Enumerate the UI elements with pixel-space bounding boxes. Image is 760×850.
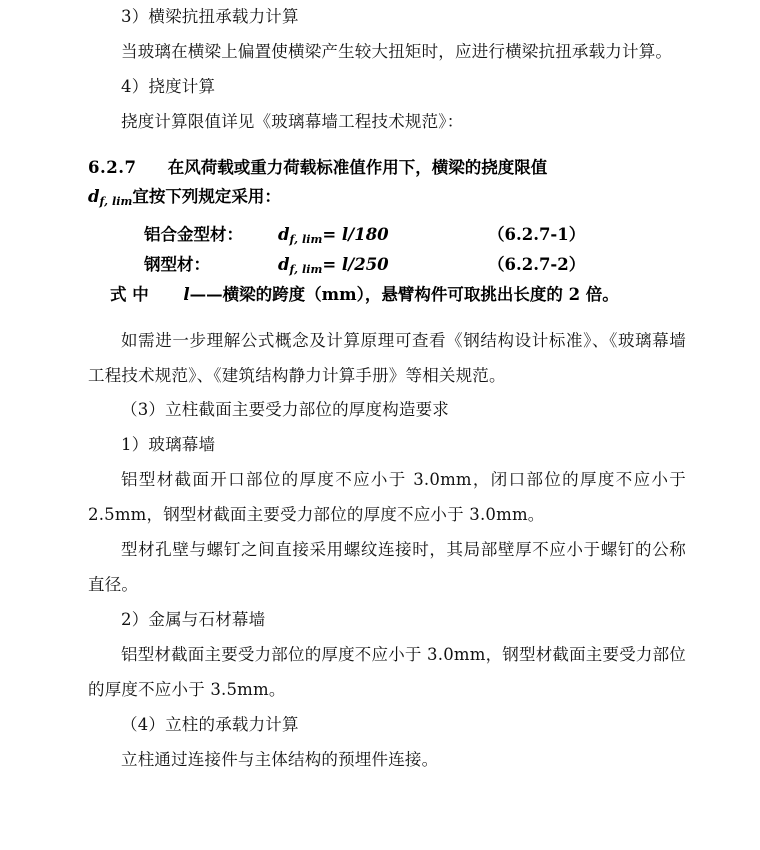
formula-label-steel: 钢型材：	[144, 254, 210, 274]
formula-var-d-subscript: f, lim	[289, 261, 323, 276]
heading-4-column-capacity: （4）立柱的承载力计算	[121, 715, 299, 735]
formula-var-d: d	[278, 224, 290, 244]
heading-4-deflection: 4）挠度计算	[121, 76, 216, 96]
heading-3-transverse-torsion: 3）横梁抗扭承载力计算	[121, 7, 299, 26]
heading-3-column-thickness: （3）立柱截面主要受力部位的厚度构造要求	[121, 400, 449, 420]
clause-line-1-text: 在风荷载或重力荷载标准值作用下，横梁的挠度限值	[167, 157, 548, 177]
formula-notation-note	[88, 280, 686, 310]
paragraph-column-connection: 立柱通过连接件与主体结构的预埋件连接。	[121, 750, 439, 770]
formula-var-d: d	[278, 254, 290, 274]
paragraph-deflection-reference: 挠度计算限值详见《玻璃幕墙工程技术规范》：	[121, 111, 464, 131]
formula-expression-steel	[278, 250, 488, 280]
clause-number: 6.2.7	[88, 157, 137, 177]
formula-var-d-subscript: f, lim	[289, 231, 323, 246]
variable-d-subscript: f, lim	[99, 193, 133, 208]
notation-label: 式 中	[110, 284, 149, 304]
formula-row-aluminum	[88, 220, 686, 250]
formula-tag-steel: （6.2.7-2）	[488, 254, 586, 274]
clause-line-2	[88, 183, 686, 212]
formula-label-aluminum: 铝合金型材：	[144, 224, 243, 244]
paragraph-torsion-description: 当玻璃在横梁上偏置使横梁产生较大扭矩时，应进行横梁抗扭承载力计算。	[121, 41, 673, 61]
paragraph-screw-thread: 型材孔壁与螺钉之间直接采用螺纹连接时，其局部壁厚不应小于螺钉的公称直径。	[88, 540, 686, 595]
formula-rest: = l/250	[322, 254, 389, 274]
text-block-top	[88, 0, 686, 140]
notation-text: ——横梁的跨度（mm），悬臂构件可取挑出长度的 2 倍。	[189, 284, 619, 304]
formula-rest: = l/180	[322, 224, 389, 244]
formula-expression-aluminum	[278, 220, 488, 250]
text-block-bottom	[88, 324, 686, 779]
clause-line-2-text: 宜按下列规定采用：	[132, 186, 281, 206]
variable-d: d	[88, 186, 100, 206]
clause-line-1	[88, 154, 686, 183]
paragraph-aluminum-thickness: 铝型材截面开口部位的厚度不应小于 3.0mm，闭口部位的厚度不应小于 2.5mm，钢型材截面主要受力部位的厚度不应小于 3.0mm。	[88, 470, 686, 525]
heading-2-metal-stone-curtain-wall: 2）金属与石材幕墙	[121, 610, 266, 630]
paragraph-metal-stone-thickness: 铝型材截面主要受力部位的厚度不应小于 3.0mm，钢型材截面主要受力部位的厚度不应小于 3.5mm。	[88, 645, 686, 700]
notation-variable-l: l	[183, 284, 190, 304]
formula-tag-aluminum: （6.2.7-1）	[488, 224, 586, 244]
formula-row-steel	[88, 250, 686, 280]
heading-1-glass-curtain-wall: 1）玻璃幕墙	[121, 435, 216, 455]
standard-clause-quote	[88, 154, 686, 310]
paragraph-further-reading: 如需进一步理解公式概念及计算原理可查看《钢结构设计标准》、《玻璃幕墙工程技术规范》、《建筑结构静力计算手册》等相关规范。	[88, 330, 686, 385]
